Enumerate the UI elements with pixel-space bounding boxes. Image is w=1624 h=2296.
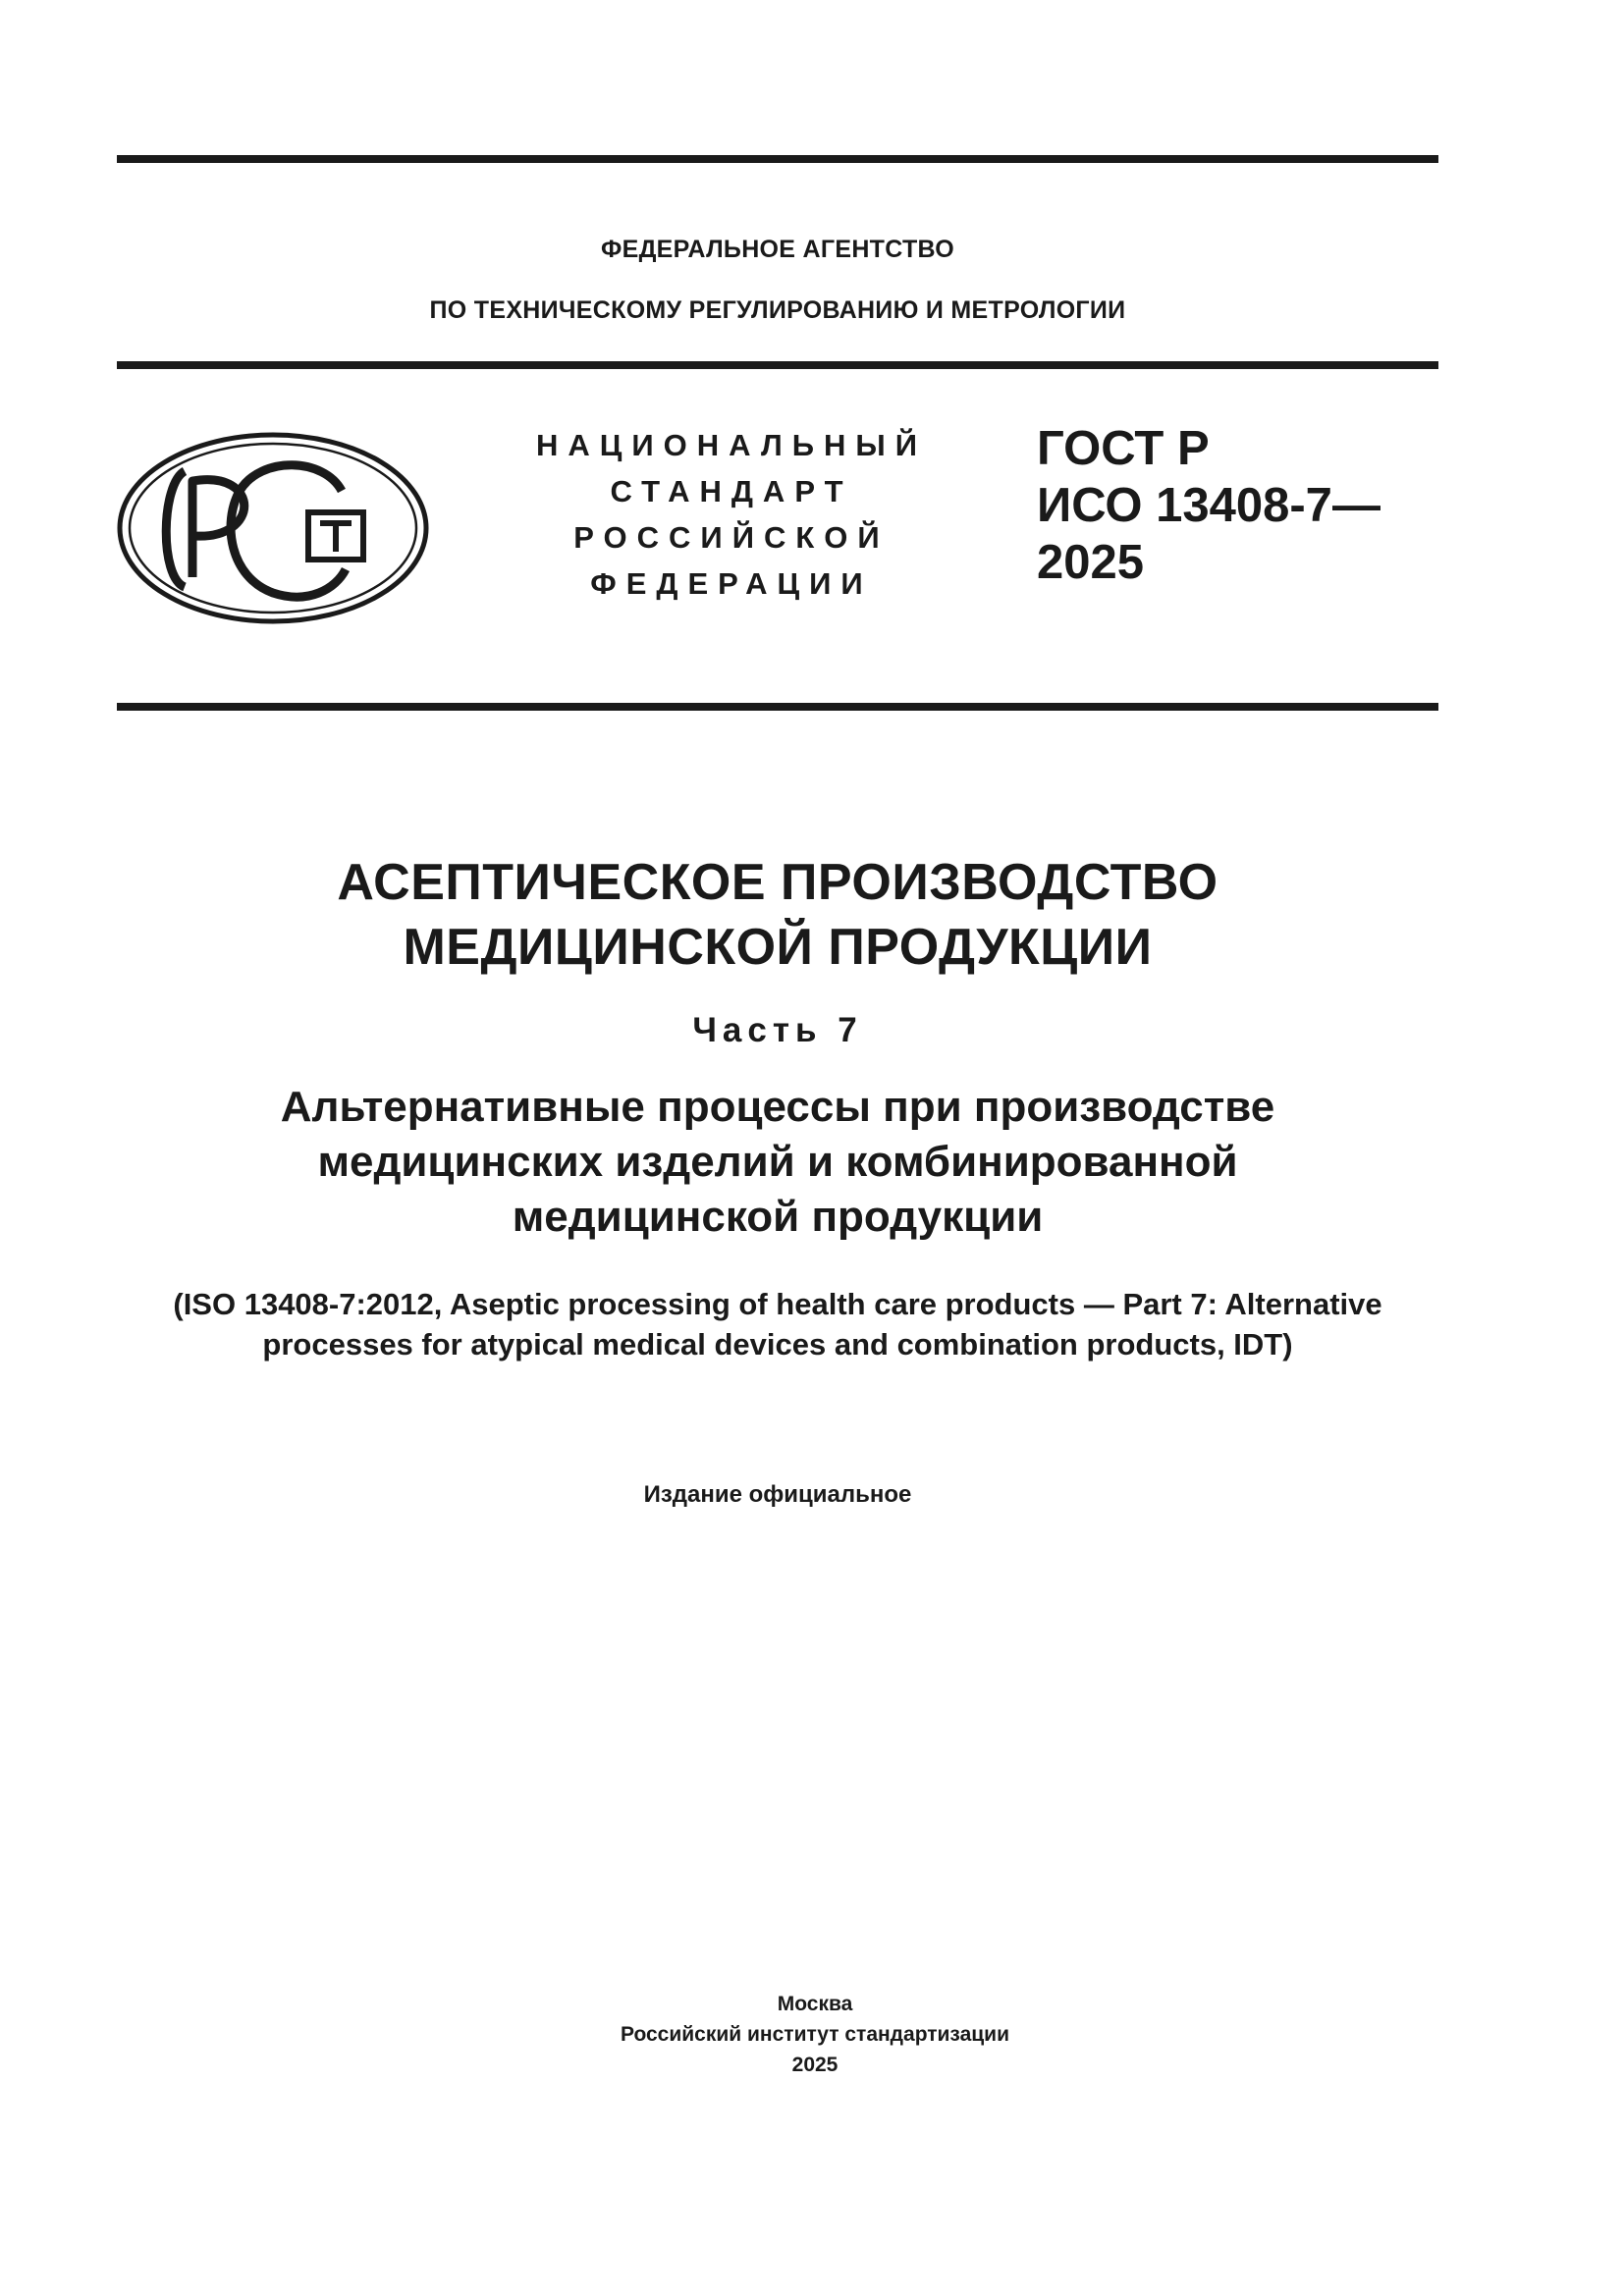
- subtitle-line-2: медицинских изделий и комбинированной: [317, 1138, 1238, 1186]
- designation-line-1: ГОСТ Р: [1037, 422, 1210, 475]
- standard-type-label: [511, 422, 952, 607]
- standard-type-line-4: ФЕДЕРАЦИИ: [590, 566, 873, 601]
- iso-reference-line-1: (ISO 13408-7:2012, Aseptic processing of health care products — Part 7: Alternative: [173, 1287, 1382, 1321]
- header-divider: [117, 361, 1438, 369]
- standard-type-line-1: НАЦИОНАЛЬНЫЙ: [535, 428, 928, 462]
- subtitle-line-1: Альтернативные процессы при производстве: [280, 1083, 1275, 1131]
- imprint-city: Москва: [777, 1993, 853, 2015]
- masthead-bottom-divider: [117, 703, 1438, 711]
- standard-type-line-3: РОССИЙСКОЙ: [573, 520, 890, 555]
- agency-line-2: ПО ТЕХНИЧЕСКОМУ РЕГУЛИРОВАНИЮ И МЕТРОЛОГИИ: [429, 296, 1126, 324]
- agency-header: [117, 222, 1438, 338]
- title-line-2: МЕДИЦИНСКОЙ ПРОДУКЦИИ: [403, 919, 1153, 976]
- title-line-1: АСЕПТИЧЕСКОЕ ПРОИЗВОДСТВО: [337, 854, 1218, 911]
- imprint-year: 2025: [791, 2054, 839, 2076]
- rst-certification-logo-icon: [114, 430, 432, 626]
- iso-reference: [117, 1284, 1438, 1364]
- part-label: Часть 7: [692, 1011, 863, 1049]
- document-subtitle: [117, 1080, 1438, 1245]
- iso-reference-line-2: processes for atypical medical devices and combination products, IDT): [262, 1327, 1293, 1362]
- edition-label: Издание официальное: [643, 1481, 912, 1508]
- imprint-publisher: Российский институт стандартизации: [620, 2023, 1010, 2046]
- top-divider: [117, 155, 1438, 163]
- standard-type-line-2: СТАНДАРТ: [610, 474, 853, 508]
- imprint: [491, 1989, 1139, 2080]
- agency-line-1: ФЕДЕРАЛЬНОЕ АГЕНТСТВО: [600, 236, 955, 263]
- designation-line-3: 2025: [1037, 536, 1145, 589]
- subtitle-line-3: медицинской продукции: [512, 1193, 1044, 1241]
- standard-designation: [1037, 420, 1430, 591]
- designation-line-2: ИСО 13408-7—: [1037, 479, 1380, 532]
- document-title: [117, 850, 1438, 980]
